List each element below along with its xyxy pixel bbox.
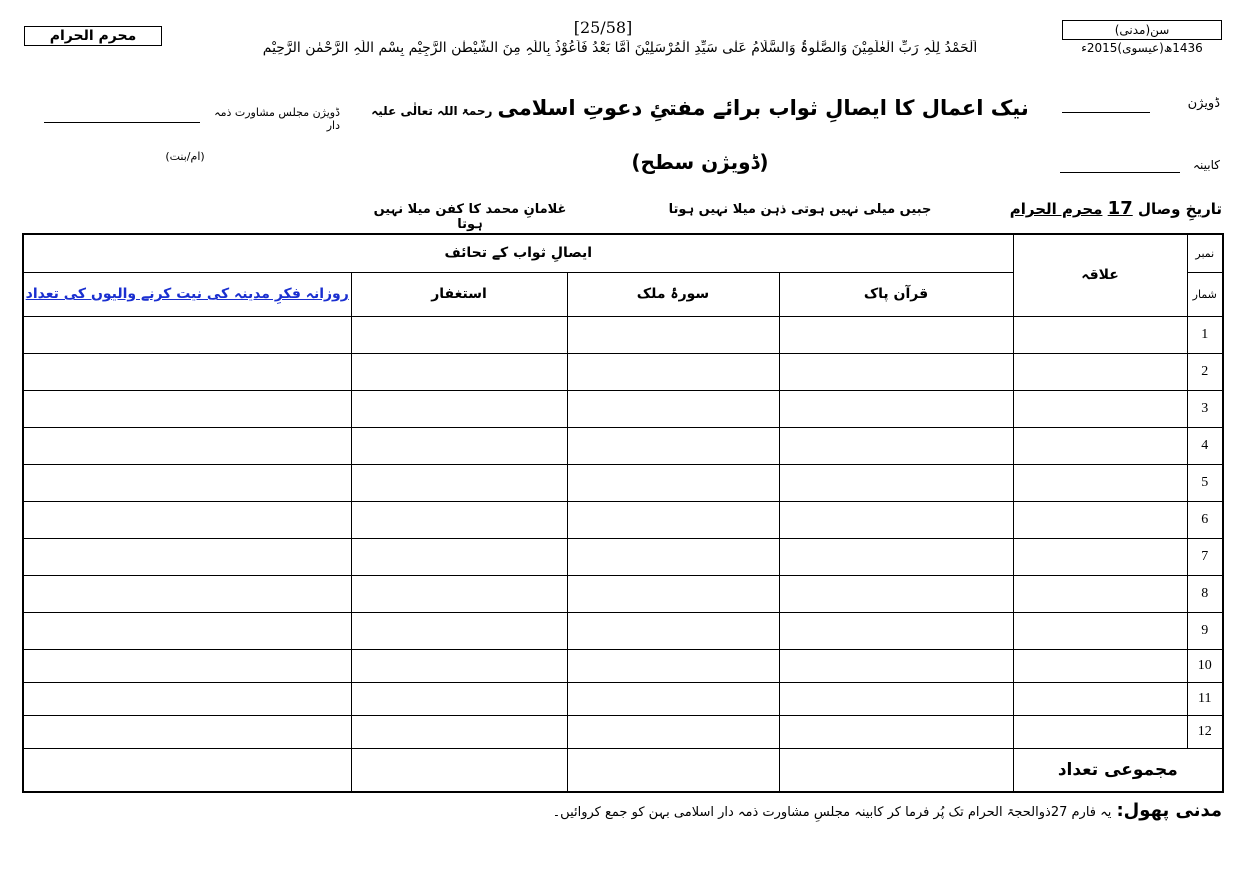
page-title: نیک اعمال کا ایصالِ ثواب برائے مفتئِ دعوتِ اسلامی رحمۃ اللہ تعالٰی علیہ [371, 96, 1029, 120]
row-number: 4 [1187, 427, 1223, 464]
table-row [23, 715, 1223, 748]
table-row [23, 390, 1223, 427]
cell-istighfar[interactable] [351, 575, 567, 612]
month-label-box: محرم الحرام [24, 26, 162, 46]
cell-surah-mulk[interactable] [567, 427, 779, 464]
total-surah-mulk[interactable] [567, 748, 779, 792]
cell-quran[interactable] [779, 464, 1013, 501]
cell-quran[interactable] [779, 353, 1013, 390]
cell-area[interactable] [1013, 464, 1187, 501]
quote-line-2: غلامانِ محمد کا کفن میلا نہیں ہوتا [373, 202, 567, 232]
cell-surah-mulk[interactable] [567, 316, 779, 353]
cell-istighfar[interactable] [351, 538, 567, 575]
cell-quran[interactable] [779, 538, 1013, 575]
cell-surah-mulk[interactable] [567, 715, 779, 748]
cell-madina[interactable] [23, 538, 351, 575]
cabinet-line[interactable] [1060, 172, 1180, 173]
row-number: 6 [1187, 501, 1223, 538]
bismillah-line: اَلْحَمْدُ لِلّٰہِ رَبِّ الْعٰلَمِیْنَ وَالصَّلٰوۃُ وَالسَّلَامُ عَلٰی سَیِّدِ الْمُرْسَلِیْنَ اَمَّا بَعْدُ فَاَعُوْذُ بِاللّٰہِ مِنَ الشَّیْطٰنِ الرَّجِیْمِ بِسْمِ اللّٰہِ الرَّحْمٰنِ الرَّحِیْمِ [262, 40, 978, 56]
cell-area[interactable] [1013, 575, 1187, 612]
row-number: 11 [1187, 682, 1223, 715]
total-label: مجموعی تعداد [1013, 748, 1223, 792]
cell-istighfar[interactable] [351, 612, 567, 649]
cell-surah-mulk[interactable] [567, 390, 779, 427]
cell-istighfar[interactable] [351, 316, 567, 353]
division-label: ڈویژن [1187, 96, 1220, 111]
cell-quran[interactable] [779, 682, 1013, 715]
left-responsible-label: ڈویژن مجلس مشاورت ذمہ دار [214, 106, 340, 132]
row-number: 2 [1187, 353, 1223, 390]
cell-area[interactable] [1013, 538, 1187, 575]
number-header-top: نمبر [1187, 234, 1223, 272]
col-header-quran: قرآن پاک [779, 272, 1013, 316]
cell-area[interactable] [1013, 501, 1187, 538]
cell-quran[interactable] [779, 316, 1013, 353]
cell-surah-mulk[interactable] [567, 682, 779, 715]
cell-area[interactable] [1013, 715, 1187, 748]
row-number: 8 [1187, 575, 1223, 612]
table-row [23, 575, 1223, 612]
total-madina[interactable] [23, 748, 351, 792]
page-subtitle: (ڈویژن سطح) [631, 150, 769, 174]
cell-surah-mulk[interactable] [567, 501, 779, 538]
table-row [23, 649, 1223, 682]
row-number: 10 [1187, 649, 1223, 682]
col-header-istighfar: استغفار [351, 272, 567, 316]
cell-madina[interactable] [23, 353, 351, 390]
cell-surah-mulk[interactable] [567, 575, 779, 612]
page-counter: [25/58] [573, 18, 633, 37]
cell-area[interactable] [1013, 316, 1187, 353]
table-row [23, 501, 1223, 538]
cell-madina[interactable] [23, 501, 351, 538]
row-number: 9 [1187, 612, 1223, 649]
col-header-surah-mulk: سورۂ ملک [567, 272, 779, 316]
quote-line-1: جبیں میلی نہیں ہوتی ذہن میلا نہیں ہوتا [668, 202, 932, 217]
cell-madina[interactable] [23, 715, 351, 748]
cell-surah-mulk[interactable] [567, 353, 779, 390]
row-number: 3 [1187, 390, 1223, 427]
cell-istighfar[interactable] [351, 715, 567, 748]
total-quran[interactable] [779, 748, 1013, 792]
cell-surah-mulk[interactable] [567, 538, 779, 575]
cell-quran[interactable] [779, 427, 1013, 464]
table-row [23, 427, 1223, 464]
division-line[interactable] [1062, 112, 1150, 113]
footer-note [400, 800, 1222, 821]
number-header-bottom: شمار [1187, 272, 1223, 316]
cell-istighfar[interactable] [351, 427, 567, 464]
cell-istighfar[interactable] [351, 682, 567, 715]
cell-madina[interactable] [23, 575, 351, 612]
cell-madina[interactable] [23, 427, 351, 464]
table-row [23, 464, 1223, 501]
cell-istighfar[interactable] [351, 649, 567, 682]
cell-surah-mulk[interactable] [567, 649, 779, 682]
report-table [22, 233, 1224, 793]
table-row [23, 682, 1223, 715]
cell-surah-mulk[interactable] [567, 612, 779, 649]
row-number: 7 [1187, 538, 1223, 575]
footer-text: یہ فارم 27ذوالحجۃ الحرام تک پُر فرما کر کابینہ مجلسِ مشاورت ذمہ دار اسلامی بہن کو جمع کروائیں۔ [552, 805, 1112, 820]
total-row [23, 748, 1223, 792]
cell-quran[interactable] [779, 390, 1013, 427]
row-number: 1 [1187, 316, 1223, 353]
cell-madina[interactable] [23, 316, 351, 353]
table-row [23, 316, 1223, 353]
cabinet-label: کابینہ [1193, 158, 1220, 172]
gift-group-header: ایصالِ ثواب کے تحائف [23, 234, 1013, 272]
cell-istighfar[interactable] [351, 353, 567, 390]
cell-madina[interactable] [23, 612, 351, 649]
cell-area[interactable] [1013, 390, 1187, 427]
cell-area[interactable] [1013, 649, 1187, 682]
cell-quran[interactable] [779, 715, 1013, 748]
year-box: سن(مدنی) 1436ھ(عیسوی)2015ء [1062, 20, 1222, 40]
col-header-madina: روزانہ فکرِ مدینہ کی نیت کرنے والیوں کی تعداد [23, 272, 351, 316]
table-row [23, 353, 1223, 390]
cell-madina[interactable] [23, 464, 351, 501]
cell-istighfar[interactable] [351, 464, 567, 501]
left-responsible-line[interactable] [44, 122, 200, 123]
cell-madina[interactable] [23, 682, 351, 715]
area-column-header: علاقہ [1013, 234, 1187, 316]
mother-label: (ام/بنت) [165, 150, 205, 163]
cell-area[interactable] [1013, 682, 1187, 715]
cell-madina[interactable] [23, 390, 351, 427]
date-line: تاریخِ وصال 17 محرم الحرام [1009, 198, 1222, 219]
cell-quran[interactable] [779, 612, 1013, 649]
row-number: 5 [1187, 464, 1223, 501]
cell-istighfar[interactable] [351, 501, 567, 538]
table-row [23, 538, 1223, 575]
table-row [23, 612, 1223, 649]
cell-quran[interactable] [779, 501, 1013, 538]
cell-istighfar[interactable] [351, 390, 567, 427]
cell-surah-mulk[interactable] [567, 464, 779, 501]
cell-quran[interactable] [779, 649, 1013, 682]
total-istighfar[interactable] [351, 748, 567, 792]
row-number: 12 [1187, 715, 1223, 748]
cell-area[interactable] [1013, 353, 1187, 390]
cell-madina[interactable] [23, 649, 351, 682]
footer-label: مدنی پھول: [1116, 800, 1222, 821]
cell-quran[interactable] [779, 575, 1013, 612]
cell-area[interactable] [1013, 427, 1187, 464]
cell-area[interactable] [1013, 612, 1187, 649]
